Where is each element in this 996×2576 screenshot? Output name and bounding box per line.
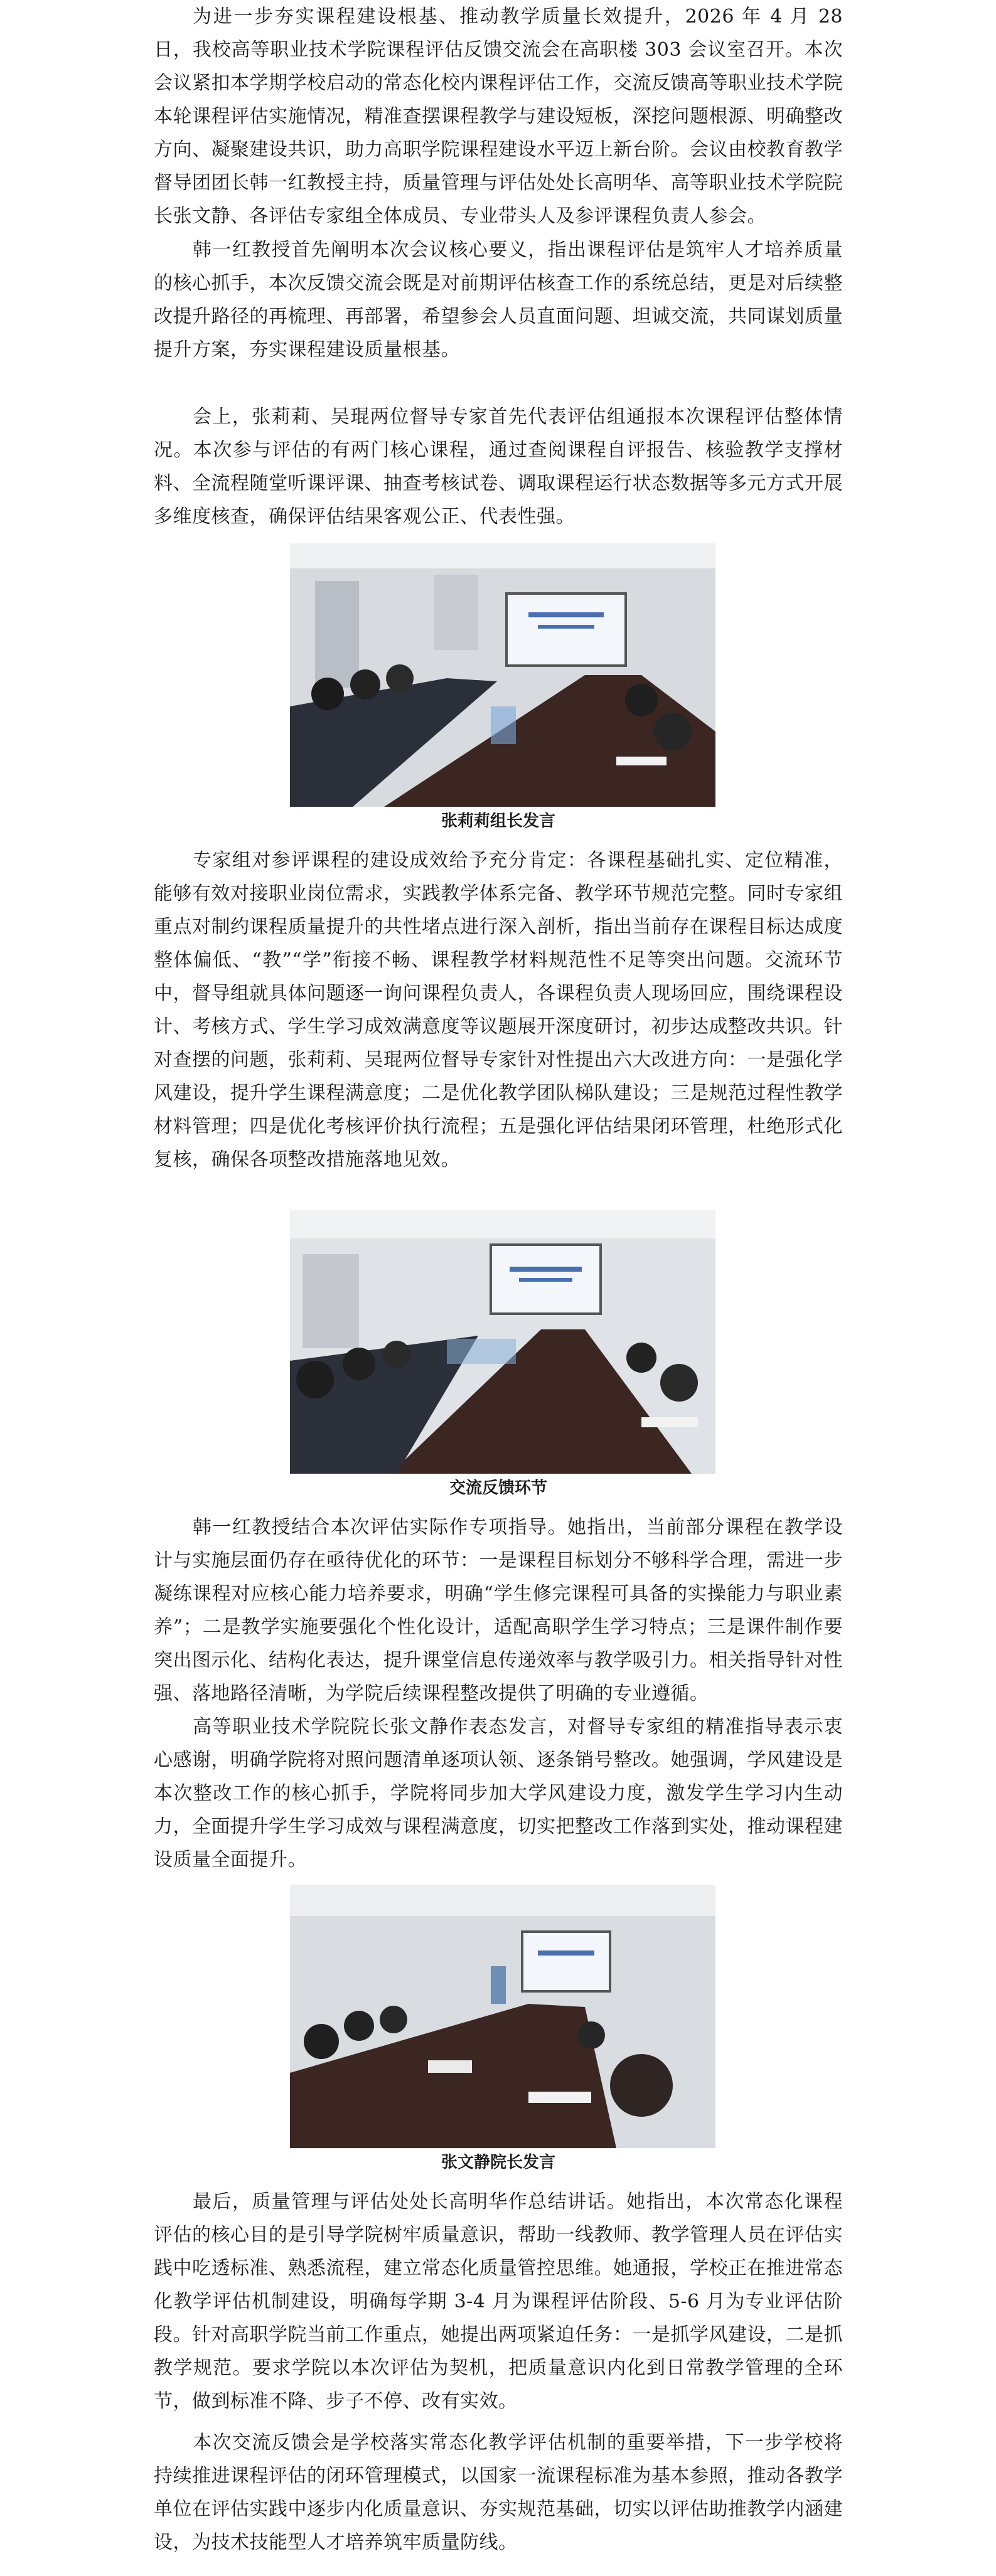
meeting-photo-3: [290, 1885, 715, 2148]
paragraph-opening: 韩一红教授首先阐明本次会议核心要义，指出课程评估是筑牢人才培养质量的核心抓手，本次反馈交流会既是对前期评估核查工作的系统总结，更是对后续整改提升路径的再梳理、再部署，希望参会人员直面问题、坦诚交流，共同谋划质量提升方案，夯实课程建设质量根基。: [154, 239, 843, 361]
paragraph-summary: 最后，质量管理与评估处处长高明华作总结讲话。她指出，本次常态化课程评估的核心目的是引导学院树牢质量意识，帮助一线教师、教学管理人员在评估实践中吃透标准、熟悉流程，建立常态化质量管控思维。她通报，学校正在推进常态化教学评估机制建设，明确每学期 3-4 月为课程评估阶段、5-6 月为专业评估阶段。针对高职学院当前工作重点，她提出两项紧迫任务：一是抓学风建设，二是抓教学规范。要求学院以本次评估为契机，把质量意识内化到日常教学管理的全环节，做到标准不降、步子不停、改有实效。: [154, 2191, 843, 2412]
paragraph-dean-response: 高等职业技术学院院长张文静作表态发言，对督导专家组的精准指导表示衷心感谢，明确学院将对照问题清单逐项认领、逐条销号整改。她强调，学风建设是本次整改工作的核心抓手，学院将同步加大学风建设力度，激发学生学习内生动力，全面提升学生学习成效与课程满意度，切实把整改工作落到实处，推动课程建设质量全面提升。: [154, 1716, 843, 1871]
meeting-photo-2: [290, 1210, 715, 1474]
photo-caption-2: 交流反馈环节: [449, 1479, 547, 1498]
photo-caption-1: 张莉莉组长发言: [441, 812, 555, 831]
paragraph-report: 会上，张莉莉、吴琨两位督导专家首先代表评估组通报本次课程评估整体情况。本次参与评估的有两门核心课程，通过查阅课程自评报告、核验教学支撑材料、全流程随堂听课评课、抽查考核试卷、调取课程运行状态数据等多元方式开展多维度核查，确保评估结果客观公正、代表性强。: [154, 406, 843, 528]
meeting-photo-1: [290, 543, 715, 807]
photo-caption-3: 张文静院长发言: [441, 2153, 555, 2172]
paragraph-guidance: 韩一红教授结合本次评估实际作专项指导。她指出，当前部分课程在教学设计与实施层面仍存在亟待优化的环节：一是课程目标划分不够科学合理，需进一步凝练课程对应核心能力培养要求，明确“学生修完课程可具备的实操能力与职业素养”；二是教学实施要强化个性化设计，适配高职学生学习特点；三是课件制作要突出图示化、结构化表达，提升课堂信息传递效率与教学吸引力。相关指导针对性强、落地路径清晰，为学院后续课程整改提供了明确的专业遵循。: [154, 1516, 843, 1705]
paragraph-closing: 本次交流反馈会是学校落实常态化教学评估机制的重要举措，下一步学校将持续推进课程评估的闭环管理模式，以国家一流课程标准为基本参照，推动各教学单位在评估实践中逐步内化质量意识、夯实规范基础，切实以评估助推教学内涵建设，为技术技能型人才培养筑牢质量防线。: [154, 2432, 843, 2553]
paragraph-expert-review: 专家组对参评课程的建设成效给予充分肯定：各课程基础扎实、定位精准，能够有效对接职业岗位需求，实践教学体系完备、教学环节规范完整。同时专家组重点对制约课程质量提升的共性堵点进行深入剖析，指出当前存在课程目标达成度整体偏低、“教”“学”衔接不畅、课程教学材料规范性不足等突出问题。交流环节中，督导组就具体问题逐一询问课程负责人，各课程负责人现场回应，围绕课程设计、考核方式、学生学习成效满意度等议题展开深度研讨，初步达成整改共识。针对查摆的问题，张莉莉、吴琨两位督导专家针对性提出六大改进方向：一是强化学风建设，提升学生课程满意度；二是优化教学团队梯队建设；三是规范过程性教学材料管理；四是优化考核评价执行流程；五是强化评估结果闭环管理，杜绝形式化复核，确保各项整改措施落地见效。: [154, 849, 843, 1171]
paragraph-intro: 为进一步夯实课程建设根基、推动教学质量长效提升，2026 年 4 月 28 日，我校高等职业技术学院课程评估反馈交流会在高职楼 303 会议室召开。本次会议紧扣本学期学校启动的常态化校内课程评估工作，交流反馈高等职业技术学院本轮课程评估实施情况，精准查摆课程教学与建设短板，深挖问题根源、明确整改方向、凝聚建设共识，助力高职学院课程建设水平迈上新台阶。会议由校教育教学督导团团长韩一红教授主持，质量管理与评估处处长高明华、高等职业技术学院院长张文静、各评估专家组全体成员、专业带头人及参评课程负责人参会。: [154, 6, 843, 227]
